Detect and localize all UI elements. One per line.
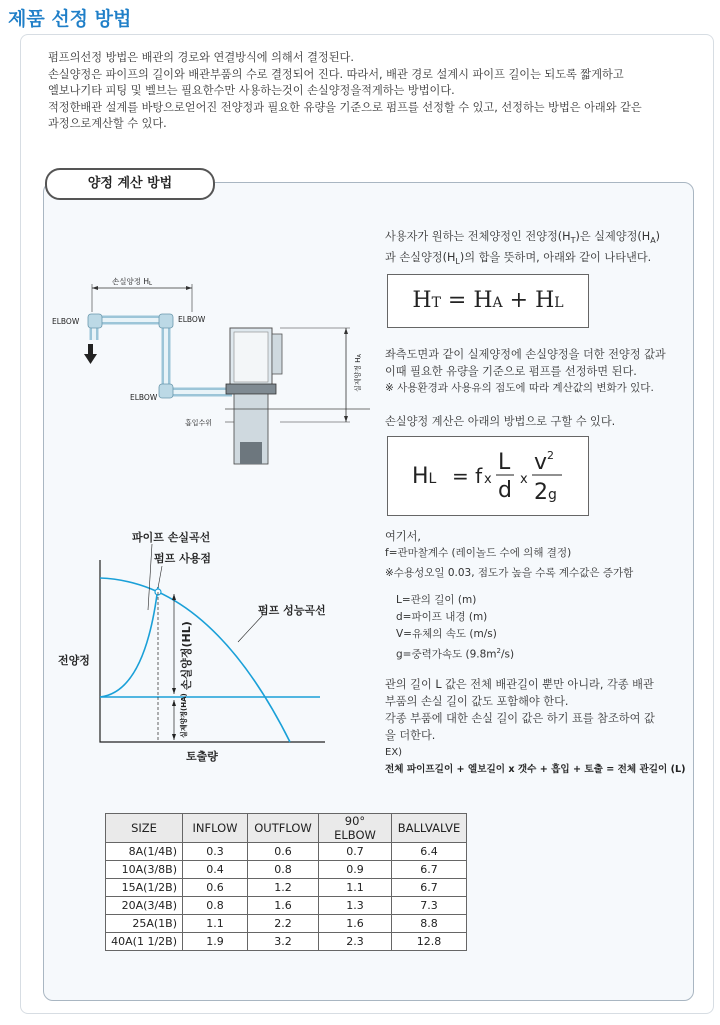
table-cell: 0.8 [248, 861, 319, 879]
friction-definition-text: 여기서, f=관마찰계수 (레이놀드 수에 의해 결정) ※수용성오일 0.03, 점도가 높을 수록 계수값은 증가함 [385, 530, 634, 579]
table-cell: 1.9 [183, 933, 248, 951]
table-cell: 0.6 [183, 879, 248, 897]
table-cell: 1.1 [183, 915, 248, 933]
variable-definitions: L=관의 길이 (m) d=파이프 내경 (m) V=유체의 속도 (m/s) g=중력가속도 $(9.8m^2/s)$ [396, 594, 515, 661]
svg-text:HL: HL [412, 464, 437, 489]
table-cell: 40A(1 1/2B) [106, 933, 183, 951]
table-cell: 8A(1/4B) [106, 843, 183, 861]
svg-text:d: d [498, 478, 512, 503]
table-row [106, 897, 467, 915]
total-head-label: 전양정 [58, 654, 90, 667]
table-cell: 0.9 [319, 861, 392, 879]
table-cell: 0.6 [248, 843, 319, 861]
table-cell: 1.2 [248, 879, 319, 897]
pipe-loss-curve-label: 파이프 손실곡선 [132, 531, 211, 544]
table-header: 90° ELBOW [319, 814, 392, 843]
table-header-row [106, 814, 467, 843]
svg-text:손실양정 HL: 손실양정 HL [112, 277, 153, 287]
table-header: INFLOW [183, 814, 248, 843]
head-definition-text: 사용자가 원하는 전체양정인 전양정$(H_T)$은 실제양정$(H_A)$ 과 손실양정$(H_L)$의 합을 뜻하며, 아래와 같이 나타낸다. [385, 230, 661, 267]
table-cell: 10A(3/8B) [106, 861, 183, 879]
svg-text:= f: = f [452, 464, 483, 488]
total-head-formula: HT = HA + HL [387, 274, 589, 328]
table-cell: 3.2 [248, 933, 319, 951]
table-row [106, 843, 467, 861]
example-formula: 전체 파이프길이 + 엘보길이 x 갯수 + 흡입 + 토출 = 전체 관길이 (L) [385, 764, 686, 775]
elbow-label: ELBOW [178, 315, 206, 324]
table-cell: 1.6 [319, 915, 392, 933]
table-cell: 2.3 [319, 933, 392, 951]
svg-text:v2: $v^2$ [534, 449, 555, 475]
table-cell: 1.3 [319, 897, 392, 915]
table-cell: 2.2 [248, 915, 319, 933]
selection-text: 좌측도면과 같이 실제양정에 손실양정을 더한 전양정 값과 이때 필요한 유량을 기준으로 펌프를 선정하면 된다. ※ 사용환경과 사용유의 점도에 따라 계산값의 변화가 있다. [385, 348, 666, 394]
loss-head-label: 손실양정 H [112, 277, 150, 286]
loss-head-intro: 손실양정 계산은 아래의 방법으로 구할 수 있다. [385, 415, 616, 428]
actual-head-vertical-label: 실제양정(HA) [180, 693, 188, 738]
table-cell: 7.3 [392, 897, 467, 915]
table-cell: 8.8 [392, 915, 467, 933]
table-cell: 0.4 [183, 861, 248, 879]
pipe-length-text: 관의 길이 L 값은 전체 배관길이 뿐만 아니라, 각종 배관 부품의 손실 길이 값도 포함해야 한다. 각종 부품에 대한 손실 길이 값은 하기 표를 참조하여 값 을 더한다. EX) 전체 파이프길이 + 엘보길이 x 갯수 + 흡입 + 토출 = 전체 관길이 (L) [385, 676, 700, 778]
loss-head-vertical-label: 손실양정(HL) [180, 621, 193, 690]
table-row [106, 915, 467, 933]
intro-line: 펌프의선정 방법은 배관의 경로와 연결방식에 의해서 결정된다. [48, 51, 354, 64]
table-header: BALLVALVE [392, 814, 467, 843]
table-row [106, 861, 467, 879]
table-cell: 6.7 [392, 861, 467, 879]
svg-text:x: x [484, 472, 492, 487]
fitting-loss-table [105, 813, 467, 951]
intro-line: 엘보나기타 피팅 및 벨브는 필요한수만 사용하는것이 손실양정을적게하는 방법이다. [48, 84, 455, 98]
page-title: 제품 선정 방법 [8, 8, 132, 30]
table-header: SIZE [106, 814, 183, 843]
table-cell: 25A(1B) [106, 915, 183, 933]
svg-text:실제양정 HA: 실제양정 HA [354, 354, 363, 392]
svg-text:L: L [498, 450, 511, 475]
table-cell: 0.8 [183, 897, 248, 915]
intro-line: 과정으로계산할 수 있다. [48, 117, 167, 131]
loss-head-formula [387, 436, 589, 516]
suction-level-label: 흡입수위 [185, 419, 213, 427]
elbow-label: ELBOW [130, 393, 158, 402]
table-header: OUTFLOW [248, 814, 319, 843]
intro-line: 적정한배관 설계를 바탕으로얻어진 전양정과 필요한 유량을 기준으로 펌프를 선정할 수 있고, 선정하는 방법은 아래와 같은 [48, 100, 642, 114]
pump-operating-point-label: 펌프 사용점 [154, 552, 211, 565]
svg-text:2g: 2g [534, 480, 557, 505]
table-row [106, 933, 467, 951]
table-row [106, 879, 467, 897]
table-cell: 12.8 [392, 933, 467, 951]
elbow-label: ELBOW [52, 317, 80, 326]
flow-label: 토출량 [186, 750, 218, 763]
table-cell: 1.1 [319, 879, 392, 897]
head-flow-curve-diagram [50, 522, 340, 770]
table-cell: 15A(1/2B) [106, 879, 183, 897]
svg-text:x: x [520, 472, 528, 487]
section-title: 양정 계산 방법 [45, 168, 215, 200]
table-cell: 6.4 [392, 843, 467, 861]
intro-line: 손실양정은 파이프의 길이와 배관부품의 수로 결정되어 진다. 따라서, 배관 경로 설계시 파이프 길이는 되도록 짧게하고 [48, 67, 624, 81]
table-cell: 20A(3/4B) [106, 897, 183, 915]
table-cell: 0.7 [319, 843, 392, 861]
table-cell: 0.3 [183, 843, 248, 861]
pump-piping-diagram [50, 272, 380, 472]
intro-text [48, 50, 698, 133]
table-cell: 6.7 [392, 879, 467, 897]
table-cell: 1.6 [248, 897, 319, 915]
pump-performance-curve-label: 펌프 성능곡선 [258, 604, 326, 617]
actual-head-label: 실제양정 H [354, 357, 362, 392]
